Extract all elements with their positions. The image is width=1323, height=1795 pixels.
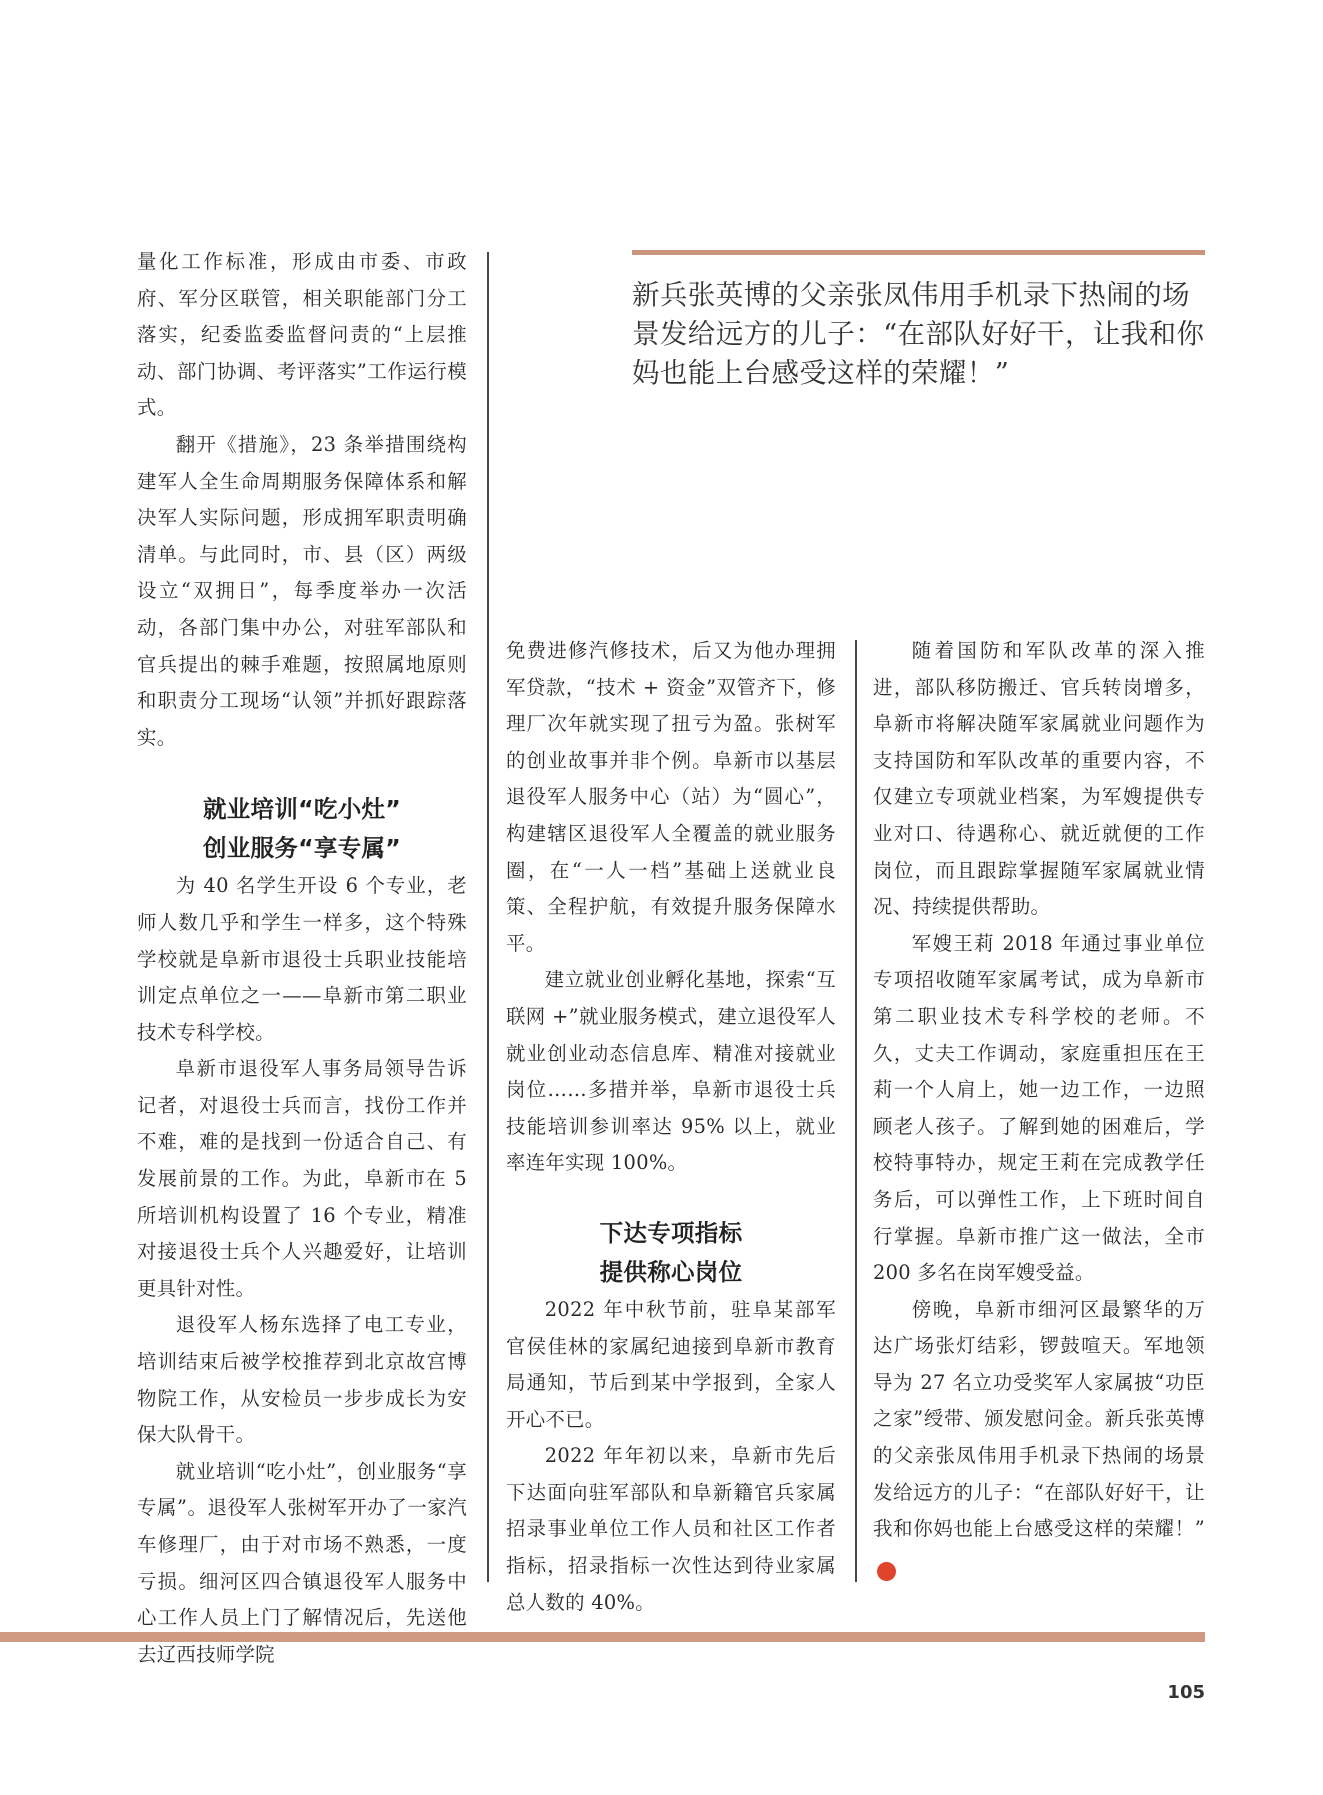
paragraph: 阜新市退役军人事务局领导告诉记者，对退役士兵而言，找份工作并不难，难的是找到一份适合自己、有发展前景的工作。为此，阜新市在 5 所培训机构设置了 16 个专业，精准对接退役士兵个人兴趣爱好，让培训更具针对性。 [137,1057,467,1300]
section-heading-line-2: 提供称心岗位 [599,1257,743,1286]
paragraph: 退役军人杨东选择了电工专业，培训结束后被学校推荐到北京故宫博物院工作，从安检员一步步成长为安保大队骨干。 [137,1313,467,1447]
column-1 [137,244,467,1673]
page-number: 105 [1167,1682,1205,1703]
section-heading [137,790,467,868]
paragraph: 量化工作标准，形成由市委、市政府、军分区联管，相关职能部门分工落实，纪委监委监督问责的“上层推动、部门协调、考评落实”工作运行模式。 [137,250,467,420]
column-divider-1 [487,252,489,1582]
pullquote: 新兵张英博的父亲张凤伟用手机录下热闹的场景发给远方的儿子：“在部队好好干，让我和你妈也能上台感受这样的荣耀！” [632,279,1205,389]
paragraph: 建立就业创业孵化基地，探索“互联网 +”就业服务模式，建立退役军人就业创业动态信息库、精准对接就业岗位……多措并举，阜新市退役士兵技能培训参训率达 95% 以上，就业率连年实现 100%。 [506,968,836,1175]
section-heading-line-1: 下达专项指标 [599,1218,743,1247]
section-heading [506,1214,836,1292]
paragraph: 2022 年年初以来，阜新市先后下达面向驻军部队和阜新籍官兵家属招录事业单位工作人员和社区工作者指标，招录指标一次性达到待业家属总人数的 40%。 [506,1444,836,1614]
paragraph: 翻开《措施》，23 条举措围绕构建军人全生命周期服务保障体系和解决军人实际问题，形成拥军职责明确清单。与此同时，市、县（区）两级设立“双拥日”，每季度举办一次活动，各部门集中办公，对驻军部队和官兵提出的棘手难题，按照属地原则和职责分工现场“认领”并抓好跟踪落实。 [137,432,467,749]
column-3 [873,633,1205,1584]
paragraph: 免费进修汽修技术，后又为他办理拥军贷款，“技术 + 资金”双管齐下，修理厂次年就实现了扭亏为盈。张树军的创业故事并非个例。阜新市以基层退役军人服务中心（站）为“圆心”，构建辖区退役军人全覆盖的就业服务圈，在“一人一档”基础上送就业良策、全程护航，有效提升服务保障水平。 [506,639,836,955]
column-divider-2 [855,640,857,1582]
paragraph: 为 40 名学生开设 6 个专业，老师人数几乎和学生一样多，这个特殊学校就是阜新市退役士兵职业技能培训定点单位之一——阜新市第二职业技术专科学校。 [137,874,467,1044]
paragraph: 军嫂王莉 2018 年通过事业单位专项招收随军家属考试，成为阜新市第二职业技术专科学校的老师。不久，丈夫工作调动，家庭重担压在王莉一个人肩上，她一边工作，一边照顾老人孩子。了解到她的困难后，学校特事特办，规定王莉在完成教学任务后，可以弹性工作，上下班时间自行掌握。阜新市推广这一做法，全市 200 多名在岗军嫂受益。 [873,931,1205,1285]
paragraph-text: 傍晚，阜新市细河区最繁华的万达广场张灯结彩，锣鼓喧天。军地领导为 27 名立功受奖军人家属披“功臣之家”绶带、颁发慰问金。新兵张英博的父亲张凤伟用手机录下热闹的场景发给远方的儿子：“在部队好好干，让我和你妈也能上台感受这样的荣耀！” [873,1297,1205,1541]
paragraph [873,1292,1205,1585]
paragraph: 随着国防和军队改革的深入推进，部队移防搬迁、官兵转岗增多，阜新市将解决随军家属就业问题作为支持国防和军队改革的重要内容，不仅建立专项就业档案，为军嫂提供专业对口、待遇称心、就近就便的工作岗位，而且跟踪掌握随军家属就业情况、持续提供帮助。 [873,639,1205,919]
paragraph: 2022 年中秋节前，驻阜某部军官侯佳林的家属纪迪接到阜新市教育局通知，节后到某中学报到，全家人开心不已。 [506,1297,836,1431]
section-heading-line-1: 就业培训“吃小灶” [202,795,402,824]
section-heading-line-2: 创业服务“享专属” [202,834,402,863]
paragraph: 就业培训“吃小灶”，创业服务“享专属”。退役军人张树军开办了一家汽车修理厂，由于对市场不熟悉，一度亏损。细河区四合镇退役军人服务中心工作人员上门了解情况后，先送他去辽西技师学院 [137,1459,467,1666]
pullquote-rule [632,250,1205,255]
end-mark-icon: N [877,1562,896,1581]
footer-rule [0,1632,1205,1642]
column-2 [506,633,836,1621]
